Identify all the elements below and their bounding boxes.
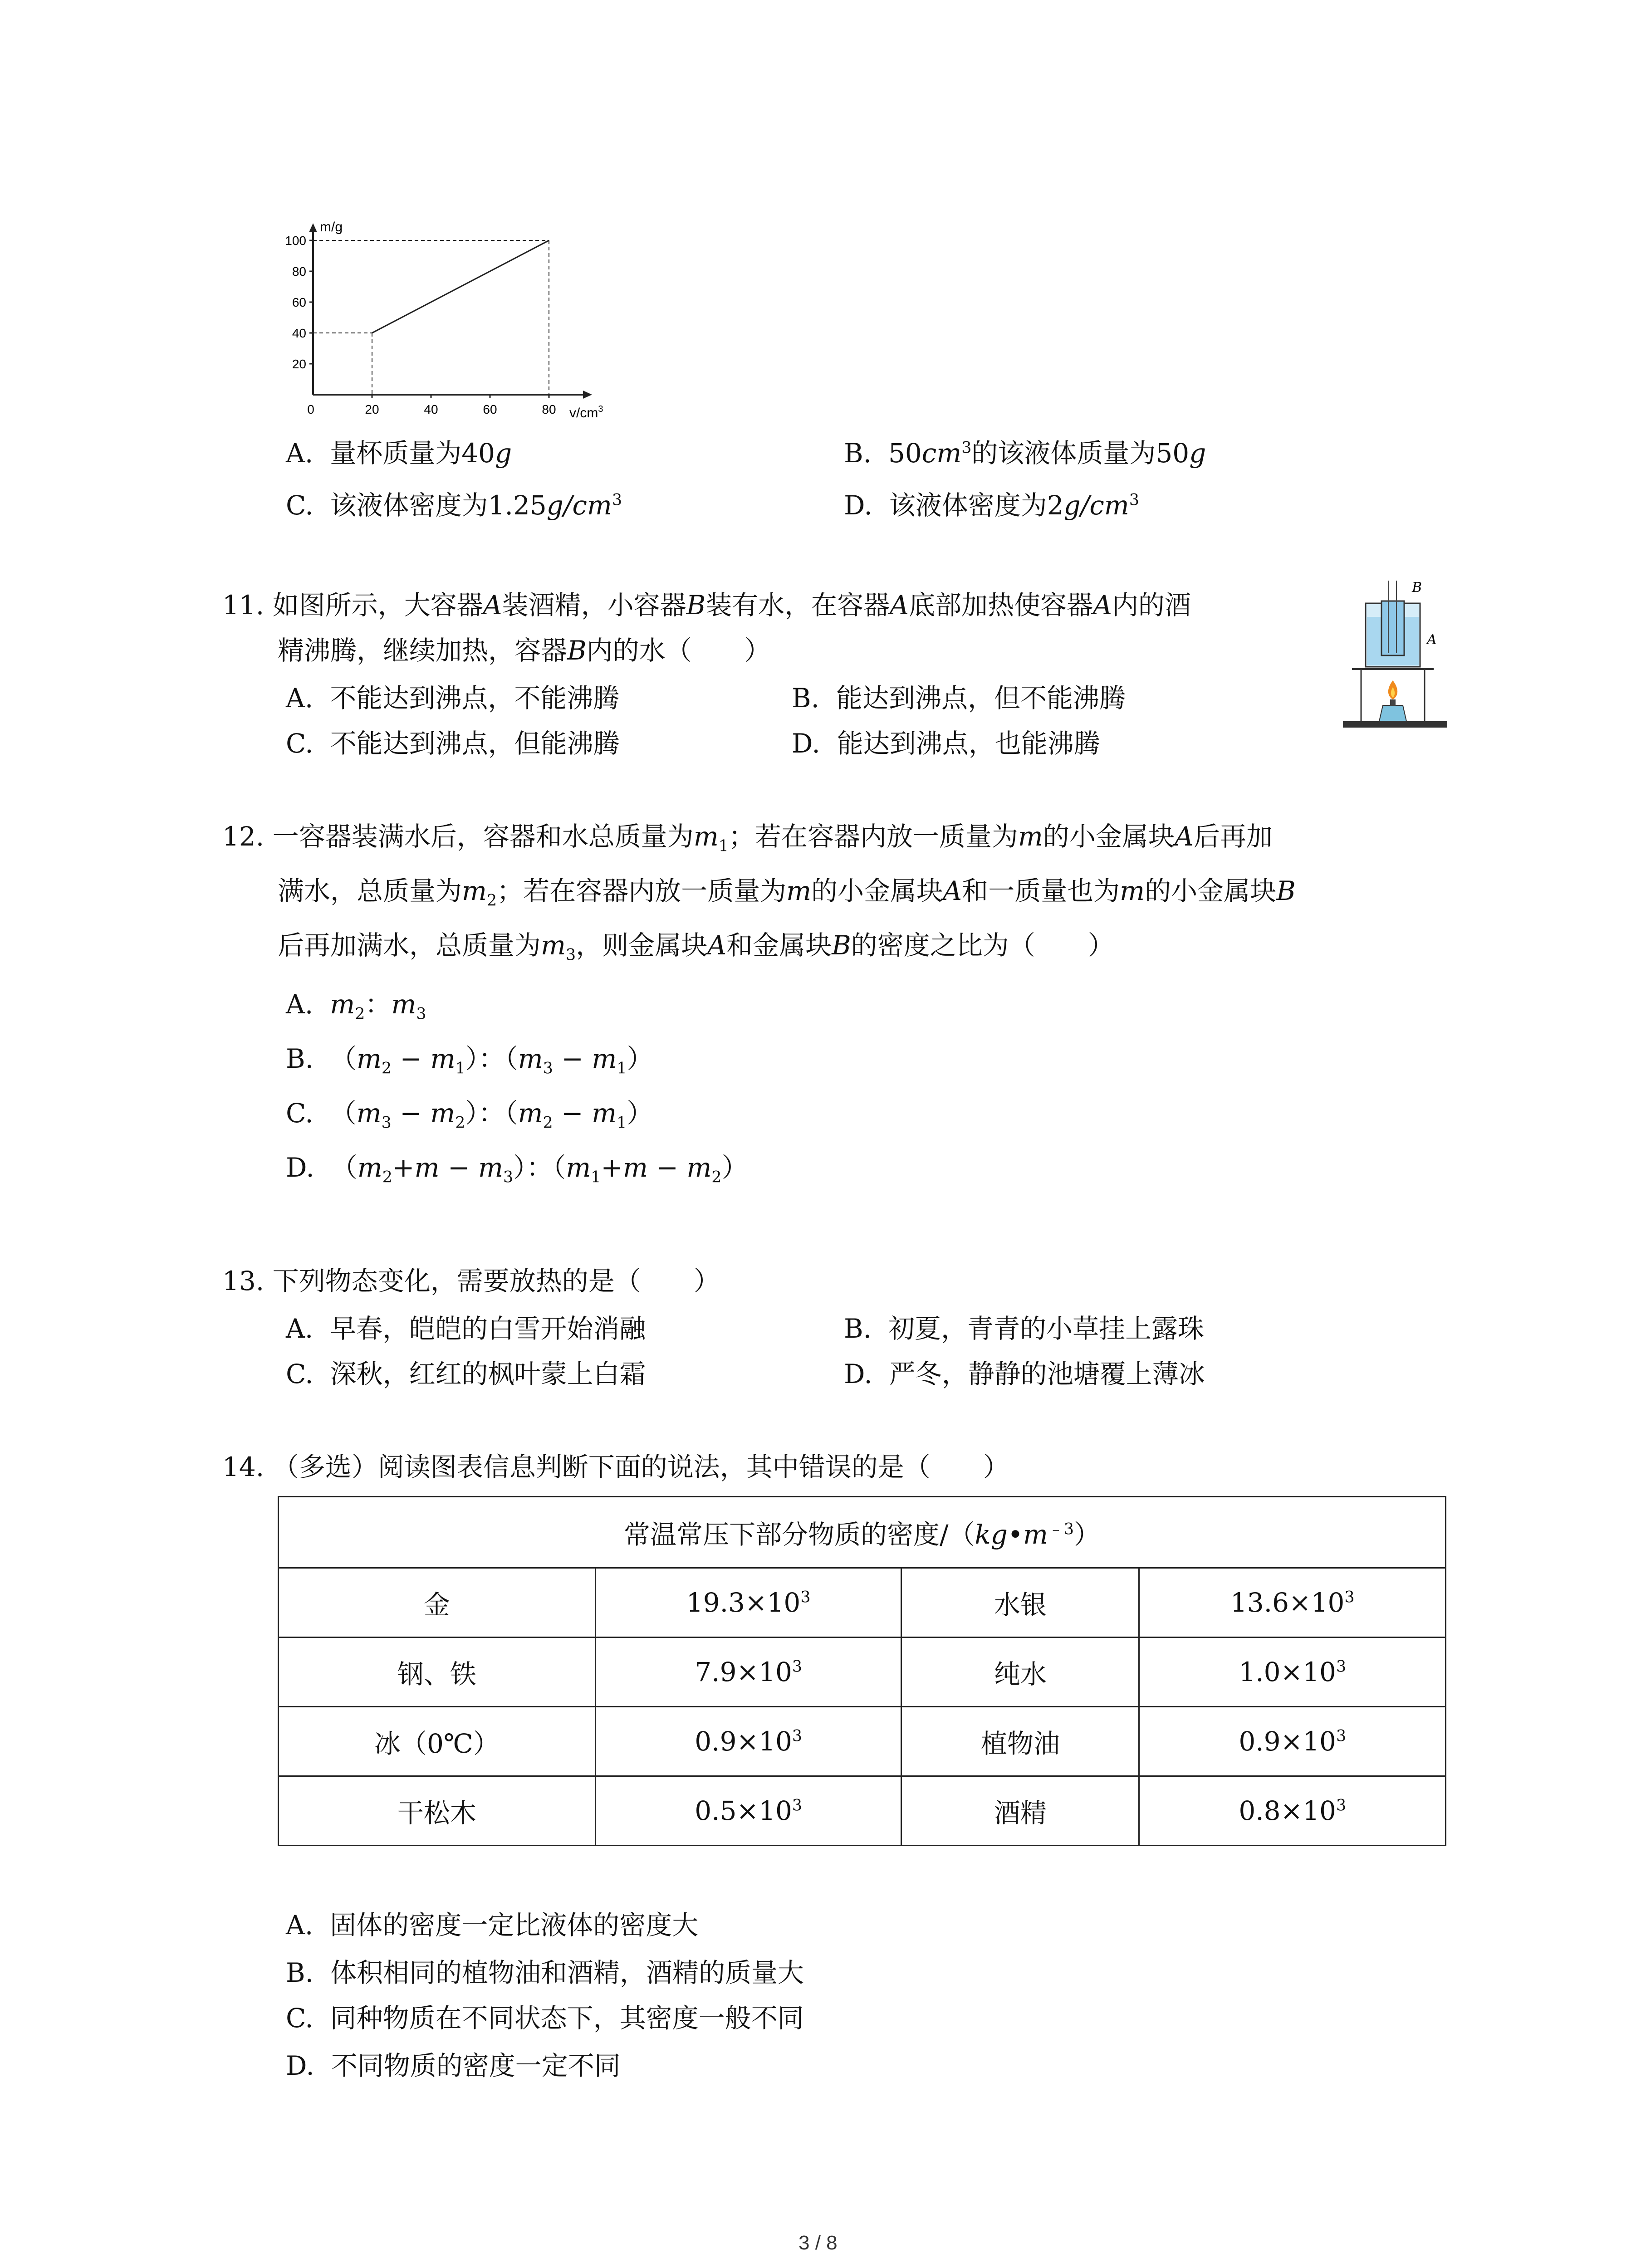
x-axis-arrow [583,391,592,399]
graph-svg [272,213,617,426]
dashed-guides [313,240,549,395]
q12-option-d[interactable]: D. $(m_2+m - m_3)$：$(m_1+m - m_2)$ [286,1152,748,1187]
q10-option-c[interactable]: C. 该液体密度为$1.25g/cm^3$ [286,490,622,521]
y-axis-label: m/g [320,220,343,235]
substance-name: 植物油 [901,1707,1139,1776]
density-value: $0.9\times 10^3$ [1139,1707,1446,1776]
y-tick-label: 40 [292,326,306,340]
substance-name: 冰（0℃） [279,1707,596,1776]
q14-stem: 14. （多选）阅读图表信息判断下面的说法，其中错误的是（ ） [222,1452,1009,1482]
density-value: $13.6\times 10^3$ [1139,1568,1446,1637]
substance-name: 酒精 [901,1776,1139,1846]
q12-stem-line2: 满水，总质量为$m_2$；若在容器内放一质量为m的小金属块A和一质量也为m的小金属块B [278,875,1296,910]
q10-option-a[interactable]: A. 量杯质量为40g [286,438,512,469]
table-row [279,1637,1446,1707]
q12-option-b[interactable]: B. $(m_2 - m_1)$：$(m_3 - m_1)$ [286,1043,653,1078]
label-a: A [1427,632,1437,648]
x-tick-label: 40 [424,402,438,416]
label-b: B [1412,580,1422,596]
q11-stem-line1: 11. 如图所示，大容器A装酒精，小容器B装有水，在容器A底部加热使容器A内的酒 [222,590,1191,621]
density-value: $0.8\times 10^3$ [1139,1776,1446,1846]
q11-option-a[interactable]: A. 不能达到沸点，不能沸腾 [286,683,620,714]
table-title: 常温常压下部分物质的密度$/(kg•m^{﹣3})$ [279,1497,1446,1568]
q11-option-c[interactable]: C. 不能达到沸点，但能沸腾 [286,728,620,759]
q13-stem: 13. 下列物态变化，需要放热的是（ ） [222,1266,720,1296]
y-tick-label: 20 [292,357,306,371]
q12-option-c[interactable]: C. $(m_3 - m_2)$：$(m_2 - m_1)$ [286,1098,653,1132]
y-tick-label: 60 [292,295,306,309]
x-axis-label: $v/cm^3$ [569,404,603,420]
page-number: 3 / 8 [798,2232,838,2254]
q11-option-d[interactable]: D. 能达到沸点，也能沸腾 [792,728,1100,759]
q12-stem-line1: 12. 一容器装满水后，容器和水总质量为$m_1$；若在容器内放一质量为m的小金属块A后再加 [222,821,1273,855]
q14-option-b[interactable]: B. 体积相同的植物油和酒精，酒精的质量大 [286,1957,804,1988]
q11-stem-line2: 精沸腾，继续加热，容器B内的水（ ） [278,635,771,666]
q14-option-c[interactable]: C. 同种物质在不同状态下，其密度一般不同 [286,2003,804,2033]
table-row [279,1776,1446,1846]
y-axis-arrow [309,223,317,232]
mass-volume-graph [272,213,617,426]
y-tick-labels [285,234,313,371]
q14-option-d[interactable]: D. 不同物质的密度一定不同 [286,2050,621,2081]
x-tick-label: 0 [307,402,314,416]
boiling-apparatus-figure [1343,576,1461,739]
q10-option-b[interactable]: B. $50cm^3$的该液体质量为50g [844,438,1206,469]
substance-name: 金 [279,1568,596,1637]
q12-option-a[interactable]: A. $m_2$：$m_3$ [286,989,426,1023]
density-value: $19.3\times 10^3$ [595,1568,901,1637]
table-row [279,1707,1446,1776]
q13-option-d[interactable]: D. 严冬，静静的池塘覆上薄冰 [844,1359,1205,1389]
substance-name: 干松木 [279,1776,596,1846]
q11-option-b[interactable]: B. 能达到沸点，但不能沸腾 [792,683,1126,714]
substance-name: 纯水 [901,1637,1139,1707]
table-row [279,1568,1446,1637]
table-title-row [279,1497,1446,1568]
q13-option-c[interactable]: C. 深秋，红红的枫叶蒙上白霜 [286,1359,646,1389]
density-table [278,1496,1446,1846]
y-tick-label: 100 [285,234,306,248]
x-tick-labels [307,395,556,416]
y-tick-label: 80 [292,264,306,279]
x-tick-label: 20 [365,402,379,416]
density-value: $1.0\times 10^3$ [1139,1637,1446,1707]
substance-name: 水银 [901,1568,1139,1637]
x-tick-label: 80 [542,402,556,416]
density-value: $0.9\times 10^3$ [595,1707,901,1776]
q14-option-a[interactable]: A. 固体的密度一定比液体的密度大 [286,1910,699,1941]
q10-option-d[interactable]: D. 该液体密度为$2g/cm^3$ [844,490,1139,521]
q13-option-a[interactable]: A. 早春，皑皑的白雪开始消融 [286,1313,646,1344]
x-tick-label: 60 [483,402,497,416]
density-value: $0.5\times 10^3$ [595,1776,901,1846]
q12-stem-line3: 后再加满水，总质量为$m_3$，则金属块A和金属块B的密度之比为（ ） [278,930,1114,964]
substance-name: 钢、铁 [279,1637,596,1707]
data-line [372,240,549,333]
density-value: $7.9\times 10^3$ [595,1637,901,1707]
q13-option-b[interactable]: B. 初夏，青青的小草挂上露珠 [844,1313,1204,1344]
